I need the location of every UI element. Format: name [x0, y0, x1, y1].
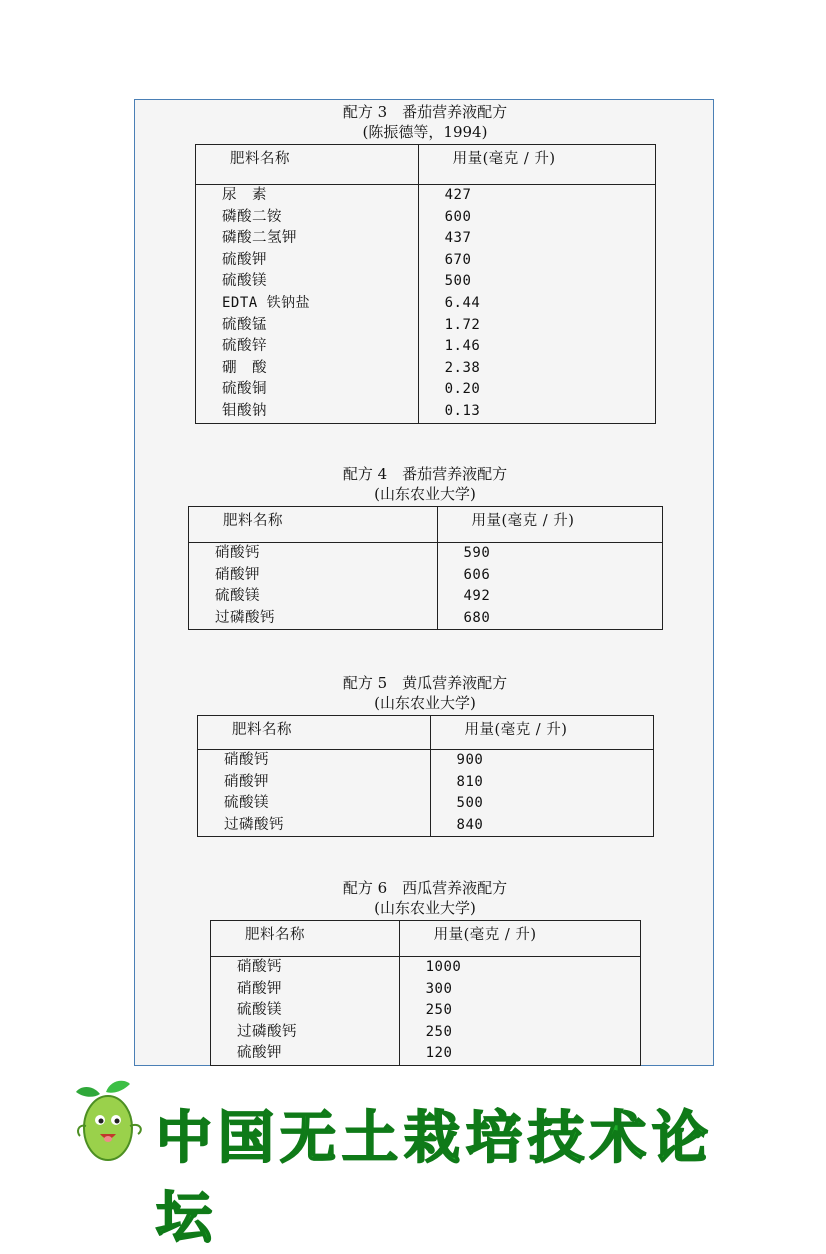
recipe-table [197, 715, 654, 837]
fertilizer-name: 硫酸镁 [196, 271, 419, 293]
recipe-table [195, 144, 656, 424]
fertilizer-name: 磷酸二铵 [196, 207, 419, 229]
fertilizer-amount: 250 [399, 1000, 640, 1022]
recipe-heading [135, 464, 715, 504]
fertilizer-name: 硫酸钾 [211, 1043, 400, 1065]
fertilizer-name: 硝酸钙 [189, 543, 438, 565]
column-header-name: 肥料名称 [211, 921, 400, 957]
fertilizer-name: 硫酸铜 [196, 379, 419, 401]
fertilizer-name: 硫酸锌 [196, 336, 419, 358]
document-panel [134, 99, 714, 1066]
fertilizer-amount: 427 [418, 185, 655, 207]
recipe-source: (陈振德等，1994) [362, 123, 488, 141]
column-header-name: 肥料名称 [196, 145, 419, 185]
fertilizer-name: 硫酸镁 [189, 586, 438, 608]
recipe-source: (山东农业大学) [374, 694, 476, 712]
fertilizer-amount: 2.38 [418, 358, 655, 380]
fertilizer-amount: 590 [437, 543, 663, 565]
recipe-table [188, 506, 663, 630]
fertilizer-name: 硝酸钾 [189, 565, 438, 587]
sprout-mascot-icon [70, 1076, 150, 1166]
fertilizer-amount: 500 [430, 793, 653, 815]
recipe-title: 配方 6 西瓜营养液配方 [342, 879, 508, 897]
fertilizer-amount: 600 [418, 207, 655, 229]
fertilizer-name: EDTA 铁钠盐 [196, 293, 419, 315]
fertilizer-name: 硫酸镁 [198, 793, 431, 815]
fertilizer-amount: 120 [399, 1043, 640, 1065]
recipe-table [210, 920, 641, 1066]
column-header-name: 肥料名称 [189, 507, 438, 543]
recipe-source: (山东农业大学) [374, 899, 476, 917]
fertilizer-amount: 500 [418, 271, 655, 293]
column-header-amount: 用量(毫克 / 升) [437, 507, 663, 543]
fertilizer-amount: 0.20 [418, 379, 655, 401]
fertilizer-name: 钼酸钠 [196, 401, 419, 423]
recipe-heading [135, 102, 715, 142]
recipe-title: 配方 5 黄瓜营养液配方 [342, 674, 508, 692]
fertilizer-amount: 670 [418, 250, 655, 272]
fertilizer-amount: 680 [437, 608, 663, 630]
recipe-title: 配方 4 番茄营养液配方 [342, 465, 508, 483]
fertilizer-name: 硫酸钾 [196, 250, 419, 272]
forum-banner [70, 1076, 760, 1251]
fertilizer-amount: 1.46 [418, 336, 655, 358]
fertilizer-name: 硫酸锰 [196, 315, 419, 337]
fertilizer-name: 尿 素 [196, 185, 419, 207]
fertilizer-name: 过磷酸钙 [211, 1022, 400, 1044]
column-header-name: 肥料名称 [198, 716, 431, 750]
fertilizer-name: 硼 酸 [196, 358, 419, 380]
fertilizer-amount: 840 [430, 815, 653, 837]
fertilizer-amount: 900 [430, 750, 653, 772]
fertilizer-amount: 437 [418, 228, 655, 250]
recipe-heading [135, 878, 715, 918]
fertilizer-amount: 810 [430, 772, 653, 794]
fertilizer-amount: 1.72 [418, 315, 655, 337]
fertilizer-name: 硝酸钾 [211, 979, 400, 1001]
fertilizer-name: 过磷酸钙 [189, 608, 438, 630]
column-header-amount: 用量(毫克 / 升) [399, 921, 640, 957]
fertilizer-amount: 250 [399, 1022, 640, 1044]
fertilizer-amount: 0.13 [418, 401, 655, 423]
recipe-source: (山东农业大学) [374, 485, 476, 503]
column-header-amount: 用量(毫克 / 升) [418, 145, 655, 185]
column-header-amount: 用量(毫克 / 升) [430, 716, 653, 750]
fertilizer-amount: 300 [399, 979, 640, 1001]
fertilizer-name: 硝酸钙 [198, 750, 431, 772]
forum-banner-text: 中国无土栽培技术论坛 [156, 1106, 714, 1251]
fertilizer-name: 磷酸二氢钾 [196, 228, 419, 250]
fertilizer-amount: 6.44 [418, 293, 655, 315]
fertilizer-amount: 1000 [399, 957, 640, 979]
fertilizer-amount: 606 [437, 565, 663, 587]
recipe-heading [135, 673, 715, 713]
recipe-title: 配方 3 番茄营养液配方 [342, 103, 508, 121]
fertilizer-amount: 492 [437, 586, 663, 608]
fertilizer-name: 过磷酸钙 [198, 815, 431, 837]
fertilizer-name: 硫酸镁 [211, 1000, 400, 1022]
fertilizer-name: 硝酸钙 [211, 957, 400, 979]
fertilizer-name: 硝酸钾 [198, 772, 431, 794]
